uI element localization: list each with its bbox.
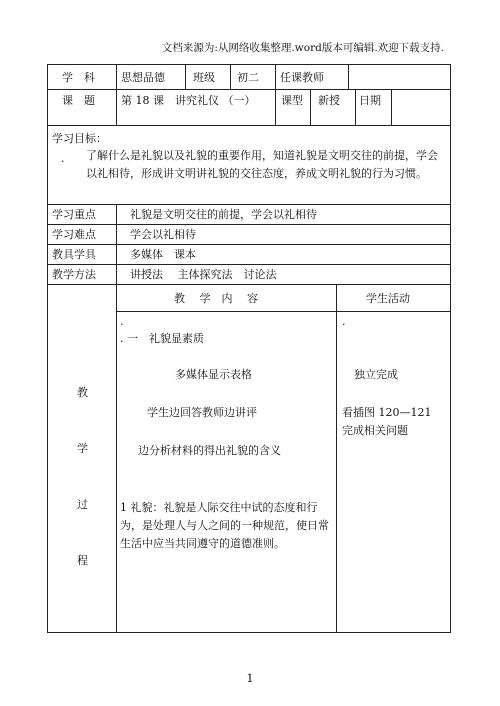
objectives-marker: . (61, 152, 65, 165)
row-divider (48, 125, 450, 126)
activity-dot: . (342, 315, 346, 328)
subject-value: 思想品德 (121, 71, 165, 84)
column-divider (275, 65, 276, 125)
page-number: 1 (246, 672, 254, 685)
objectives-text: 了解什么是礼貌以及礼貌的重要作用，知道礼貌是文明交往的前提，学会以礼相待，形成讲文明讲礼貌的交往态度，养成文明礼貌的行为习惯。 (86, 149, 438, 180)
definition-text: 1 礼貌：礼貌是人际交往中试的态度和行为，是处理人与人之间的一种规范，使日常生活中应当共同遵守的道德准则。 (120, 501, 329, 550)
difficulties-value: 学会以礼相待 (130, 228, 196, 241)
row-divider (48, 244, 450, 245)
row-divider (48, 264, 450, 265)
teacher-label: 任课教师 (280, 71, 324, 84)
date-label: 日期 (359, 94, 381, 107)
activity-header: 学生活动 (366, 292, 410, 305)
teaching-methods-value: 讲授法 主体探究法 讨论法 (130, 268, 277, 281)
grade-value: 初二 (237, 71, 259, 84)
subject-label: 学 科 (62, 71, 95, 84)
content-item: 多媒体显示表格 (175, 368, 252, 381)
teaching-aids-label: 教具学具 (52, 248, 96, 261)
teaching-aids-value: 多媒体 课本 (130, 248, 196, 261)
column-divider (230, 65, 231, 89)
content-item: 学生边回答教师边讲评 (147, 406, 257, 419)
row-divider (48, 204, 450, 205)
objectives-title: 学习目标： (52, 132, 107, 145)
row-divider (48, 224, 450, 225)
content-dot: . (120, 315, 124, 328)
column-divider (336, 284, 337, 633)
content-header: 教 学 内 容 (174, 292, 258, 305)
topic-value: 第 18 课 讲究礼仪 （一） (121, 94, 256, 107)
difficulties-label: 学习难点 (52, 228, 96, 241)
column-divider (348, 65, 349, 89)
column-divider (355, 89, 356, 125)
process-label-char: 学 (77, 442, 88, 455)
column-divider (116, 204, 117, 284)
key-points-value: 礼貌是文明交往的前提，学会以礼相待 (130, 208, 317, 221)
row-divider (48, 89, 450, 90)
key-points-label: 学习重点 (52, 208, 96, 221)
section-heading: . 一 礼貌显素质 (120, 332, 204, 345)
type-label: 课型 (281, 94, 303, 107)
column-divider (310, 89, 311, 125)
process-label-char: 过 (77, 498, 88, 511)
column-divider (116, 65, 117, 125)
row-divider (116, 311, 450, 312)
column-divider (185, 65, 186, 89)
teaching-methods-label: 教学方法 (52, 268, 96, 281)
row-divider (48, 284, 450, 285)
process-label-char: 程 (77, 554, 88, 567)
process-label-char: 教 (77, 386, 88, 399)
column-divider (391, 89, 392, 125)
lesson-plan-table (47, 64, 451, 633)
activity-item: 独立完成 (354, 368, 398, 381)
column-divider (116, 284, 117, 633)
header-note: 文档来源为:从网络收集整理.word版本可编辑.欢迎下载支持. (161, 42, 444, 54)
content-item: 边分析材料的得出礼貌的含义 (138, 444, 281, 457)
topic-label: 课 题 (62, 94, 95, 107)
type-value: 新授 (318, 94, 340, 107)
grade-label: 班级 (193, 71, 215, 84)
activity-item: 看插图 120—121 完成相关问题 (342, 406, 432, 437)
